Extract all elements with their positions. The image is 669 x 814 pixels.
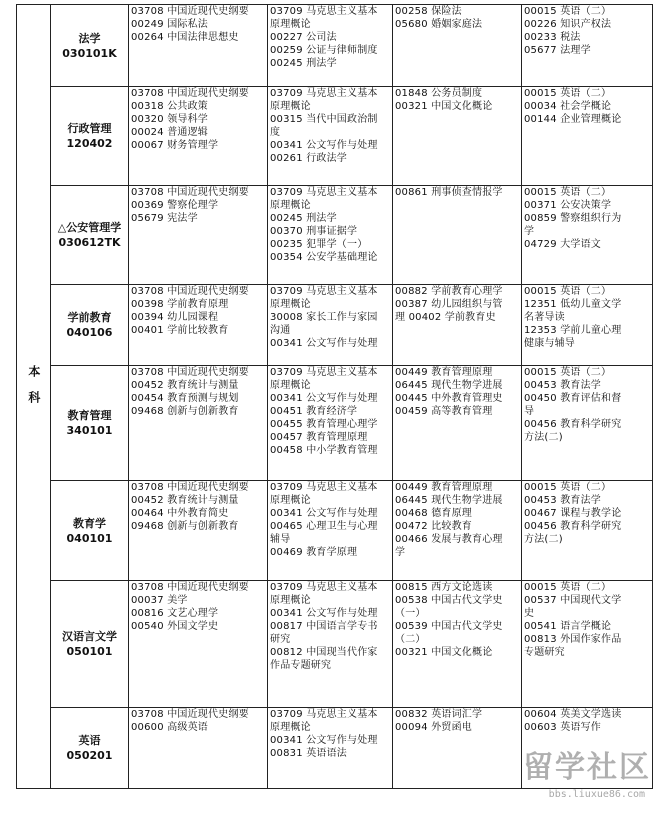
course-cell bbox=[268, 581, 393, 708]
course-line: 方法(二) bbox=[524, 432, 563, 443]
course-line: 00604 英美文学选读 bbox=[524, 709, 622, 720]
course-line: 05680 婚姻家庭法 bbox=[395, 19, 483, 30]
course-cell bbox=[129, 87, 268, 186]
course-line: 00015 英语（二） bbox=[524, 367, 612, 378]
course-line: 05679 宪法学 bbox=[131, 213, 198, 224]
course-line: 00459 高等教育管理 bbox=[395, 406, 493, 417]
course-line: 00457 教育管理原理 bbox=[270, 432, 368, 443]
course-cell bbox=[268, 285, 393, 366]
course-line: 00341 公文写作与处理 bbox=[270, 608, 378, 619]
course-line: 01848 公务员制度 bbox=[395, 88, 483, 99]
major-cell bbox=[51, 285, 129, 366]
course-line: 00815 西方文论选读 bbox=[395, 582, 493, 593]
major-code: 030101K bbox=[62, 46, 117, 60]
course-cell bbox=[522, 285, 653, 366]
major-cell bbox=[51, 366, 129, 481]
course-line: 原理概论 bbox=[270, 722, 311, 733]
course-cell bbox=[393, 186, 522, 285]
course-line: 方法(二) bbox=[524, 534, 563, 545]
course-line: 00472 比较教育 bbox=[395, 521, 472, 532]
major-code: 030612TK bbox=[58, 236, 121, 249]
major-name: 行政管理 bbox=[67, 122, 112, 135]
course-line: 03708 中国近现代史纲要 bbox=[131, 482, 249, 493]
course-line: 00832 英语词汇学 bbox=[395, 709, 483, 720]
course-cell bbox=[268, 87, 393, 186]
course-line: 00467 课程与教学论 bbox=[524, 508, 622, 519]
course-line: 00401 学前比较教育 bbox=[131, 325, 229, 336]
course-cell bbox=[393, 5, 522, 87]
course-line: 00464 中外教育简史 bbox=[131, 508, 229, 519]
course-cell bbox=[522, 366, 653, 481]
course-line: 09468 创新与创新教育 bbox=[131, 406, 239, 417]
course-line: 03708 中国近现代史纲要 bbox=[131, 709, 249, 720]
course-line: 03709 马克思主义基本 bbox=[270, 88, 378, 99]
course-line: 名著导读 bbox=[524, 312, 565, 323]
major-cell bbox=[51, 481, 129, 581]
course-line: 00455 教育管理心理学 bbox=[270, 419, 378, 430]
major-name: 英语 bbox=[78, 734, 101, 747]
major-cell bbox=[51, 581, 129, 708]
course-line: 原理概论 bbox=[270, 101, 311, 112]
table-row bbox=[17, 5, 653, 87]
course-cell bbox=[129, 581, 268, 708]
course-line: 导 bbox=[524, 406, 535, 417]
course-line: 学 bbox=[524, 226, 535, 237]
course-line: 00861 刑事侦查情报学 bbox=[395, 187, 503, 198]
course-line: （一） bbox=[395, 608, 426, 619]
major-name: 学前教育 bbox=[67, 311, 112, 324]
course-line: 00859 警察组织行为 bbox=[524, 213, 622, 224]
course-cell bbox=[129, 285, 268, 366]
course-line: 00341 公文写作与处理 bbox=[270, 338, 378, 349]
course-cell bbox=[522, 186, 653, 285]
table-row bbox=[17, 481, 653, 581]
course-line: 00537 中国现代文学 bbox=[524, 595, 622, 606]
course-line: 03708 中国近现代史纲要 bbox=[131, 187, 249, 198]
course-line: 史 bbox=[524, 608, 535, 619]
level-label: 本科 bbox=[26, 365, 41, 418]
course-line: 00449 教育管理原理 bbox=[395, 482, 493, 493]
course-cell bbox=[393, 366, 522, 481]
course-line: 00227 公司法 bbox=[270, 32, 337, 43]
course-line: 03709 马克思主义基本 bbox=[270, 482, 378, 493]
course-line: 00371 公安决策学 bbox=[524, 200, 612, 211]
course-line: 00015 英语（二） bbox=[524, 6, 612, 17]
table-row bbox=[17, 581, 653, 708]
course-line: 30008 家长工作与家园 bbox=[270, 312, 378, 323]
course-line: 度 bbox=[270, 127, 281, 138]
table-row bbox=[17, 366, 653, 481]
course-line: 00541 语言学概论 bbox=[524, 621, 612, 632]
course-line: 03709 马克思主义基本 bbox=[270, 709, 378, 720]
curriculum-table bbox=[16, 4, 653, 789]
course-line: 00094 外贸函电 bbox=[395, 722, 472, 733]
course-line: 00144 企业管理概论 bbox=[524, 114, 622, 125]
course-line: 00452 教育统计与测量 bbox=[131, 380, 239, 391]
course-line: 00465 心理卫生与心理 bbox=[270, 521, 378, 532]
course-line: 00600 高级英语 bbox=[131, 722, 208, 733]
course-cell bbox=[129, 366, 268, 481]
table-row bbox=[17, 285, 653, 366]
course-line: 03709 马克思主义基本 bbox=[270, 286, 378, 297]
course-cell bbox=[129, 5, 268, 87]
course-cell bbox=[268, 708, 393, 789]
major-cell bbox=[51, 87, 129, 186]
course-line: 原理概论 bbox=[270, 380, 311, 391]
course-line: 00387 幼儿园组织与管 bbox=[395, 299, 503, 310]
course-line: 09468 创新与创新教育 bbox=[131, 521, 239, 532]
course-line: 00451 教育经济学 bbox=[270, 406, 358, 417]
watermark-url: bbs.liuxue86.com bbox=[548, 789, 645, 800]
course-line: 00450 教育评估和督 bbox=[524, 393, 622, 404]
course-line: 00235 犯罪学（一） bbox=[270, 239, 368, 250]
course-line: 00816 文艺心理学 bbox=[131, 608, 219, 619]
course-line: 03709 马克思主义基本 bbox=[270, 6, 378, 17]
course-line: 00261 行政法学 bbox=[270, 153, 347, 164]
course-line: 00354 公安学基础理论 bbox=[270, 252, 378, 263]
course-line: 00024 普通逻辑 bbox=[131, 127, 208, 138]
course-line: 00882 学前教育心理学 bbox=[395, 286, 503, 297]
course-line: 06445 现代生物学进展 bbox=[395, 380, 503, 391]
course-line: 00015 英语（二） bbox=[524, 582, 612, 593]
table-row bbox=[17, 186, 653, 285]
course-line: 00015 英语（二） bbox=[524, 482, 612, 493]
major-name: 教育管理 bbox=[67, 409, 112, 422]
course-line: 04729 大学语文 bbox=[524, 239, 601, 250]
course-line: 00540 外国文学史 bbox=[131, 621, 219, 632]
major-name: 汉语言文学 bbox=[62, 630, 117, 643]
course-cell bbox=[268, 186, 393, 285]
course-line: 00315 当代中国政治制 bbox=[270, 114, 378, 125]
course-line: 12351 低幼儿童文学 bbox=[524, 299, 622, 310]
major-code: 120402 bbox=[66, 137, 113, 150]
course-line: 研究 bbox=[270, 634, 291, 645]
course-line: 12353 学前儿童心理 bbox=[524, 325, 622, 336]
course-line: 00015 英语（二） bbox=[524, 286, 612, 297]
major-cell bbox=[51, 5, 129, 87]
course-line: 00445 中外教育管理史 bbox=[395, 393, 503, 404]
table-row bbox=[17, 87, 653, 186]
course-cell bbox=[268, 481, 393, 581]
course-line: 学 bbox=[395, 547, 406, 558]
course-line: 00398 学前教育原理 bbox=[131, 299, 229, 310]
course-cell bbox=[393, 481, 522, 581]
course-line: 00539 中国古代文学史 bbox=[395, 621, 503, 632]
course-cell bbox=[129, 708, 268, 789]
course-cell bbox=[393, 285, 522, 366]
course-line: 原理概论 bbox=[270, 595, 311, 606]
major-name: △公安管理学 bbox=[57, 221, 122, 234]
course-line: 辅导 bbox=[270, 534, 291, 545]
course-cell bbox=[268, 366, 393, 481]
level-cell bbox=[17, 5, 51, 789]
course-line: 03708 中国近现代史纲要 bbox=[131, 88, 249, 99]
course-line: 00226 知识产权法 bbox=[524, 19, 612, 30]
course-line: 03708 中国近现代史纲要 bbox=[131, 582, 249, 593]
course-line: 00015 英语（二） bbox=[524, 187, 612, 198]
course-line: 00454 教育预测与规划 bbox=[131, 393, 239, 404]
course-line: 理 00402 学前教育史 bbox=[395, 312, 496, 323]
course-line: 03708 中国近现代史纲要 bbox=[131, 6, 249, 17]
course-line: 00321 中国文化概论 bbox=[395, 101, 493, 112]
course-line: 00034 社会学概论 bbox=[524, 101, 612, 112]
course-line: 健康与辅导 bbox=[524, 338, 575, 349]
course-line: 00812 中国现当代作家 bbox=[270, 647, 378, 658]
course-line: 作品专题研究 bbox=[270, 660, 332, 671]
course-line: 00321 中国文化概论 bbox=[395, 647, 493, 658]
major-code: 050201 bbox=[66, 749, 113, 762]
course-cell bbox=[268, 5, 393, 87]
course-line: 00452 教育统计与测量 bbox=[131, 495, 239, 506]
course-line: 00831 英语语法 bbox=[270, 748, 347, 759]
course-cell bbox=[393, 87, 522, 186]
course-line: 03709 马克思主义基本 bbox=[270, 582, 378, 593]
course-line: 00603 英语写作 bbox=[524, 722, 601, 733]
major-cell bbox=[51, 186, 129, 285]
course-line: 00538 中国古代文学史 bbox=[395, 595, 503, 606]
course-line: 00458 中小学教育管理 bbox=[270, 445, 378, 456]
course-line: 00453 教育法学 bbox=[524, 380, 601, 391]
major-code: 340101 bbox=[66, 424, 113, 437]
major-code: 040106 bbox=[66, 326, 113, 339]
course-line: 06445 现代生物学进展 bbox=[395, 495, 503, 506]
course-line: 原理概论 bbox=[270, 200, 311, 211]
course-cell bbox=[129, 186, 268, 285]
course-line: 03708 中国近现代史纲要 bbox=[131, 367, 249, 378]
course-line: 00370 刑事证据学 bbox=[270, 226, 358, 237]
course-line: 00259 公证与律师制度 bbox=[270, 45, 378, 56]
major-code: 050101 bbox=[66, 645, 113, 658]
course-line: 03708 中国近现代史纲要 bbox=[131, 286, 249, 297]
course-cell bbox=[393, 708, 522, 789]
course-line: 沟通 bbox=[270, 325, 291, 336]
course-line: 00456 教育科学研究 bbox=[524, 521, 622, 532]
course-line: 00245 刑法学 bbox=[270, 213, 337, 224]
major-name: 法学 bbox=[78, 31, 101, 45]
course-line: 00813 外国作家作品 bbox=[524, 634, 622, 645]
course-line: 03709 马克思主义基本 bbox=[270, 187, 378, 198]
course-line: 00394 幼儿园课程 bbox=[131, 312, 219, 323]
course-line: （二） bbox=[395, 634, 426, 645]
course-line: 原理概论 bbox=[270, 299, 311, 310]
course-line: 00449 教育管理原理 bbox=[395, 367, 493, 378]
course-line: 00015 英语（二） bbox=[524, 88, 612, 99]
course-line: 00037 美学 bbox=[131, 595, 188, 606]
watermark-logo: 留学社区 bbox=[523, 750, 651, 785]
course-cell bbox=[522, 87, 653, 186]
course-line: 00341 公文写作与处理 bbox=[270, 508, 378, 519]
course-line: 00318 公共政策 bbox=[131, 101, 208, 112]
course-line: 00258 保险法 bbox=[395, 6, 462, 17]
major-cell bbox=[51, 708, 129, 789]
course-cell bbox=[129, 481, 268, 581]
course-line: 00369 警察伦理学 bbox=[131, 200, 219, 211]
course-line: 00468 德育原理 bbox=[395, 508, 472, 519]
course-cell bbox=[522, 581, 653, 708]
course-line: 00341 公文写作与处理 bbox=[270, 393, 378, 404]
course-line: 00456 教育科学研究 bbox=[524, 419, 622, 430]
course-line: 00245 刑法学 bbox=[270, 58, 337, 69]
course-cell bbox=[522, 5, 653, 87]
course-line: 00453 教育法学 bbox=[524, 495, 601, 506]
course-line: 00233 税法 bbox=[524, 32, 581, 43]
major-name: 教育学 040101 bbox=[66, 516, 113, 545]
course-line: 00341 公文写作与处理 bbox=[270, 140, 378, 151]
course-line: 03709 马克思主义基本 bbox=[270, 367, 378, 378]
course-cell bbox=[393, 581, 522, 708]
course-line: 00469 教育学原理 bbox=[270, 547, 358, 558]
course-cell bbox=[522, 481, 653, 581]
course-line: 05677 法理学 bbox=[524, 45, 591, 56]
course-line: 00341 公文写作与处理 bbox=[270, 735, 378, 746]
course-line: 专题研究 bbox=[524, 647, 565, 658]
course-line: 原理概论 bbox=[270, 495, 311, 506]
course-line: 原理概论 bbox=[270, 19, 311, 30]
course-line: 00264 中国法律思想史 bbox=[131, 32, 239, 43]
course-line: 00817 中国语言学专书 bbox=[270, 621, 378, 632]
course-line: 00320 领导科学 bbox=[131, 114, 208, 125]
course-line: 00067 财务管理学 bbox=[131, 140, 219, 151]
course-line: 00249 国际私法 bbox=[131, 19, 208, 30]
course-line: 00466 发展与教育心理 bbox=[395, 534, 503, 545]
